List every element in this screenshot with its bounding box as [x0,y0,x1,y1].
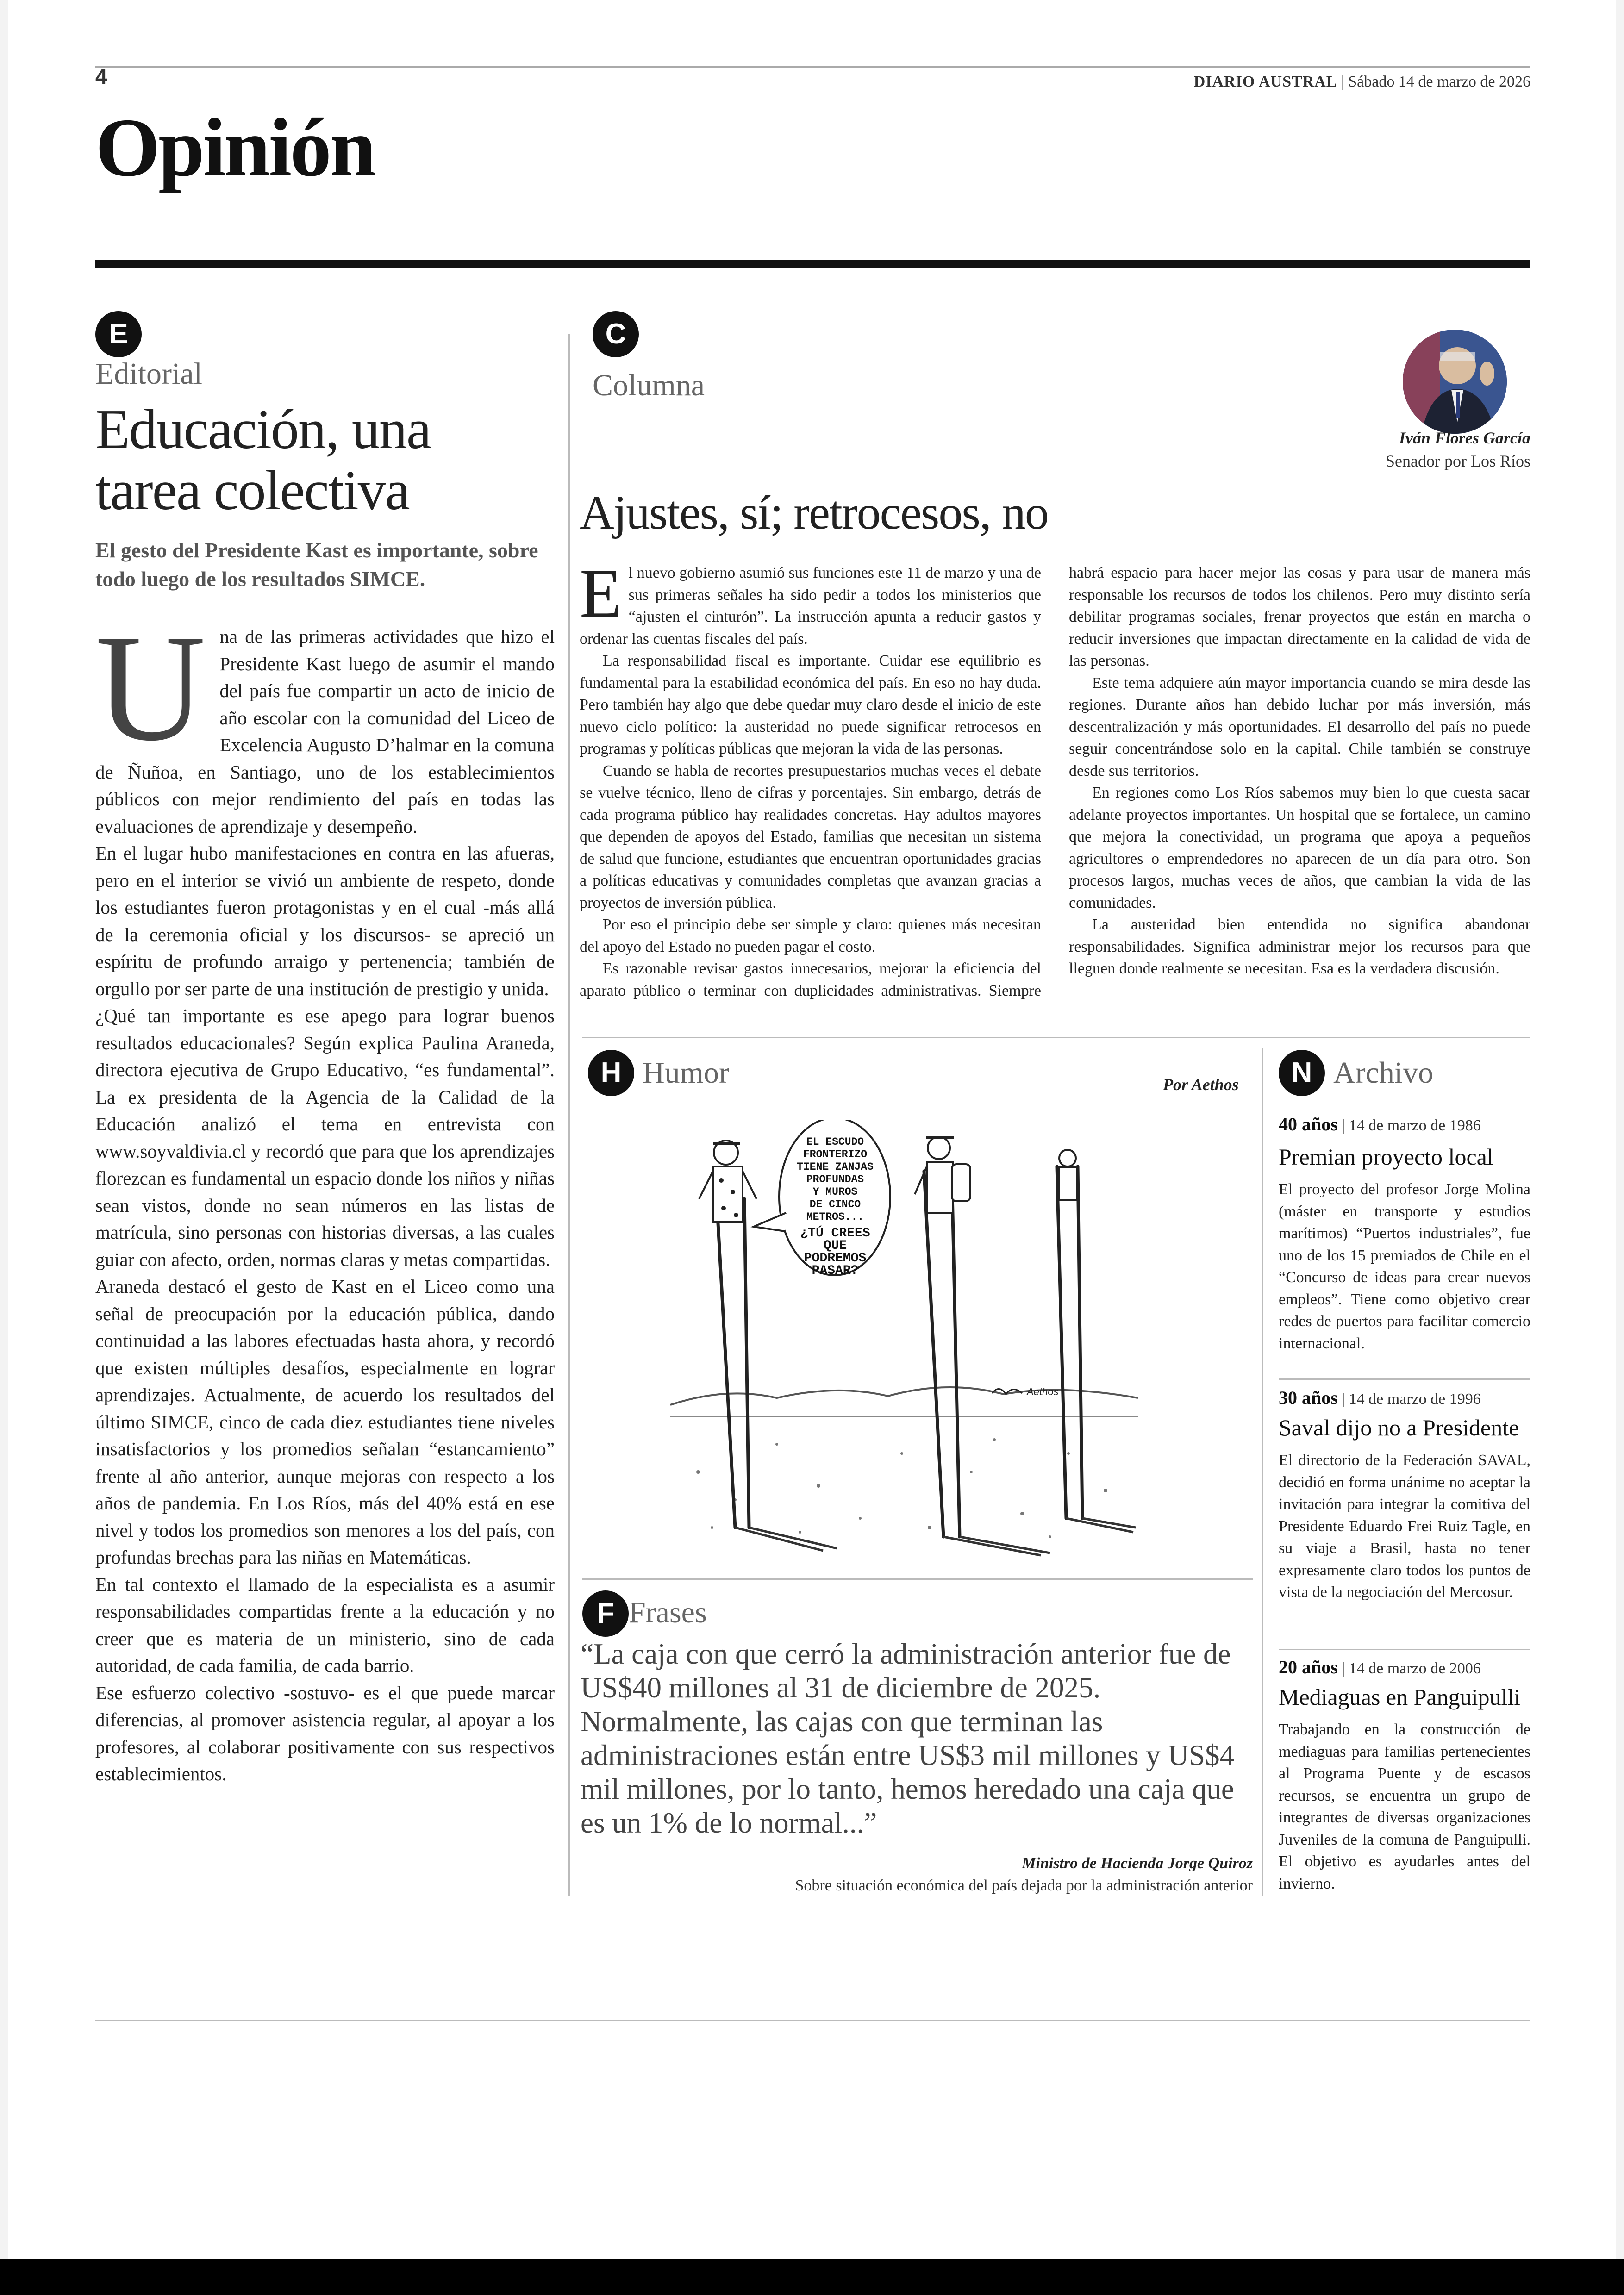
humor-badge: H [588,1050,634,1096]
humor-credit: Por Aethos [1163,1075,1239,1094]
bubble-line: TIENE ZANJAS [797,1161,874,1173]
bubble-line: METROS... [806,1211,864,1223]
issue-date: Sábado 14 de marzo de 2026 [1348,73,1530,90]
archivo-text: El directorio de la Federación SAVAL, decidió en forma unánime no aceptar la invitación para integrar la comitiva del Presidente Eduardo Frei Ruiz Tagle, en su viaje a Brasil, hasta no tener expresamente claro todos los puntos de vista de la negociación del Mercosur. [1279,1452,1530,1601]
header-separator: | [1337,73,1349,90]
viewer-bottom-bar [0,2259,1624,2295]
archivo-kicker: Archivo [1333,1056,1434,1090]
editorial-body [95,604,555,1788]
column-badge: C [593,311,639,357]
bubble-line: EL ESCUDO [806,1136,864,1148]
column-drop-cap: E [580,555,622,632]
archivo-years: 20 años [1279,1657,1338,1678]
cartoon-drawing [670,1120,1138,1565]
humor-kicker: Humor [643,1056,729,1090]
author-portrait-icon [1403,330,1507,434]
page-number: 4 [95,64,107,88]
column-title: Ajustes, sí; retrocesos, no [580,486,1048,539]
frases-attribution: Ministro de Hacienda Jorge Quiroz [1022,1855,1253,1872]
author-name: Iván Flores García [1399,429,1530,447]
editorial-badge: E [95,311,142,357]
editorial-drop-cap: U [95,604,206,773]
archivo-separator: | [1337,1117,1349,1134]
archivo-text: El proyecto del profesor Jorge Molina (máster en transporte y estudios marítimos) “Puertos industriales”, fue uno de los 15 premiados de Chile en el “Concurso de ideas para crear nuevos empleos”. Tiene como objetivo crear redes de puertos para facilitar comercio internacional. [1279,1181,1530,1352]
editorial-paragraph-4: Araneda destacó el gesto de Kast en el Liceo como una señal de preocupación por la educación pública, dando continuidad a las labores efectuadas hasta ahora, y recordó que existen múltiples desafíos, especialmente en lograr aprendizajes. Actualmente, de acuerdo los resultados del último SIMCE, cinco de cada diez estudiantes tiene niveles insatisfactorios y los promedios señalan “estancamiento” frente al año anterior, aunque mejoras con respecto a los años de pandemia. En Los Ríos, más del 40% está en ese nivel y todos los promedios son menores a los del país, con profundas brechas para las niñas en Matemáticas. [95,1276,555,1568]
bubble-line: DE CINCO [809,1198,861,1210]
column-paragraph-1: l nuevo gobierno asumió sus funciones este 11 de marzo y una de sus primeras señales ha sido pedir a todos los ministerios que “ajusten el cinturón”. La instrucción apunta a reducir gastos y ordenar las cuentas fiscales del país. [580,564,1041,648]
archivo-text: Trabajando en la construcción de mediaguas para familias pertenecientes al Programa Puente y de escasos recursos, se encuentra un grupo de integrantes de diversas organizaciones Juveniles de la comuna de Panguipulli. El objetivo es ayudarles antes del invierno. [1279,1721,1530,1892]
archivo-title: Mediaguas en Panguipulli [1279,1684,1521,1710]
archivo-separator: | [1337,1660,1349,1677]
editorial-paragraph-3: ¿Qué tan importante es ese apego para lograr buenos resultados educacionales? Según explica Paulina Araneda, directora ejecutiva de Grupo Educativo, “es fundamental”. La ex presidenta de la Agencia de la Calidad de la Educación analizó el tema en entrevista con www.soyvaldivia.cl y recordó que para que los aprendizajes florezcan es fundamental un espacio donde los niños y niñas sean vistos, donde no sean números en las listas de matrícula, sino personas con historias diversas, a las cuales guiar con afecto, orden, normas claras y metas compartidas. [95,1005,555,1270]
archivo-years: 40 años [1279,1114,1338,1135]
section-rule [95,260,1530,268]
cartoon [670,1120,1138,1565]
column-paragraph-7: En regiones como Los Ríos sabemos muy bien lo que cuesta sacar adelante proyectos importantes. Un hospital que se fortalece, un camino que mejora la conectividad, un programa que apoya a pequeños agricultores o emprendedores no aparecen de un día para otro. Son procesos largos, muchas veces de años, que cambian la vida de las comunidades. [1069,784,1530,911]
editorial-subtitle: El gesto del Presidente Kast es importante, sobre todo luego de los resultados SIMCE. [95,538,538,591]
column-paragraph-5: Es razonable revisar gastos innecesarios, mejorar la eficiencia del aparato público o terminar con duplicidades administrativas. Siempre habrá espacio para hacer mejor las cosas y para usar de manera más responsable los recursos de todos los chilenos. Pero muy distinto sería debilitar programas sociales, frenar proyectos que están en marcha o reducir inversiones que impactan directamente en la calidad de vida de las personas. [580,564,1530,999]
editorial-paragraph-5: En tal contexto el llamado de la especialista es a asumir responsabilidades compartidas frente a la educación y no creer que es materia de un ministerio, sino de cada autoridad, de cada familia, de cada barrio. [95,1573,555,1676]
column-paragraph-3: Cuando se habla de recortes presupuestarios muchas veces el debate se vuelve técnico, lleno de cifras y porcentajes. Sin embargo, detrás de cada programa público hay realidades concretas. Hay adultos mayores que dependen de apoyos del Estado, familias que necesitan un sistema de salud que funcione, estudiantes que encuentran oportunidades gracias a políticas educativas y comunidades completas que avanzan gracias a proyectos de inversión pública. [580,762,1041,911]
archivo-date: 14 de marzo de 1986 [1349,1117,1481,1134]
editorial-paragraph-6: Ese esfuerzo colectivo -sostuvo- es el que puede marcar diferencias, al promover asistencia regular, al apoyar a los profesores, al colaborar positivamente con sus respectivos establecimientos. [95,1682,555,1784]
archivo-date: 14 de marzo de 1996 [1349,1391,1481,1408]
bubble-line: PROFUNDAS [806,1173,864,1185]
bubble-line: FRONTERIZO [803,1148,868,1160]
column-divider-left [568,334,570,1896]
frases-context: Sobre situación económica del país dejada por la administración anterior [795,1877,1253,1894]
page-left-edge [0,0,8,2295]
author-avatar [1403,330,1507,434]
archivo-entry [1279,1113,1530,1354]
frases-quote: “La caja con que cerró la administración anterior fue de US$40 millones al 31 de diciembre de 2025. Normalmente, las cajas con que terminan las administraciones están entre US$3 mil millones y US$4 mil millones, por lo tanto, hemos heredado una caja que es un 1% de lo normal...” [581,1638,1235,1839]
archivo-title: Saval dijo no a Presidente [1279,1415,1519,1441]
archivo-divider [1279,1649,1530,1650]
archivo-entry [1279,1656,1530,1895]
archivo-separator: | [1337,1391,1349,1408]
frases-kicker: Frases [629,1596,707,1629]
author-role: Senador por Los Ríos [1386,452,1530,470]
bubble-line: PASAR? [812,1264,859,1278]
frases-top-rule [582,1578,1253,1580]
bubble-line: Y MUROS [812,1186,858,1198]
bottom-rule [95,2020,1530,2021]
column-paragraph-8: La austeridad bien entendida no significa abandonar responsabilidades. Significa administrar mejor los recursos para que lleguen donde realmente se necesitan. Esa es la verdadera discusión. [1069,916,1530,977]
archivo-entry [1279,1387,1530,1603]
column-kicker: Columna [593,368,705,402]
speech-bubble-text [781,1136,889,1277]
column-paragraph-6: Este tema adquiere aún mayor importancia cuando se mira desde las regiones. Durante años han debido luchar por más inversión, más descentralización y más oportunidades. El desarrollo del país no puede seguir concentrándose solo en la capital. Chile también se construye desde sus territorios. [1069,674,1530,780]
editorial-paragraph-1: na de las primeras actividades que hizo el Presidente Kast luego de asumir el mando del país fue compartir un acto de inicio de año escolar con la comunidad del Liceo de Excelencia Augusto D’halmar en la comuna de Ñuñoa, en Santiago, uno de los establecimientos públicos con mejor rendimiento del país en todas las evaluaciones de aprendizaje y desempeño. [95,626,555,837]
bubble-line: ¿TÚ CREES [800,1226,870,1241]
archivo-divider [1279,1378,1530,1380]
column-paragraph-2: La responsabilidad fiscal es importante. Cuidar ese equilibrio es fundamental para la estabilidad económica del país. En eso no hay duda. Pero también hay algo que debe quedar muy claro desde el inicio de este nuevo ciclo político: la austeridad no puede significar retrocesos en programas y políticas públicas que mejoran la vida de las personas. [580,652,1041,757]
column-body [580,555,1530,1025]
mountain-ridge [670,1387,1138,1405]
editorial-title: Educación, una tarea colectiva [95,398,431,522]
page-right-edge [1616,0,1624,2295]
publication-name: DIARIO AUSTRAL [1193,73,1337,90]
top-rule [95,66,1530,68]
column-divider-right [1262,1048,1263,1896]
archivo-years: 30 años [1279,1387,1338,1408]
column-paragraph-4: Por eso el principio debe ser simple y claro: quienes más necesitan del apoyo del Estado no pueden pagar el costo. [580,916,1041,955]
editorial-paragraph-2: En el lugar hubo manifestaciones en contra en las afueras, pero en el interior se vivió un ambiente de respeto, donde los estudiantes fueron protagonistas y en el cual -más allá de la ceremonia oficial y los discursos- se apreció un espíritu de profundo arraigo y pertenencia; también de orgullo por ser parte de una institución de prestigio y unida. [95,842,555,999]
editorial-kicker: Editorial [95,357,202,391]
masthead-info [1194,73,1530,91]
archivo-badge: N [1279,1050,1325,1096]
cartoon-signature: Aethos [1027,1386,1059,1397]
section-title: Opinión [95,101,375,193]
column-bottom-rule [582,1037,1530,1038]
bubble-line: PODREMOS [804,1251,867,1266]
frases-badge: F [582,1590,629,1637]
bubble-line: QUE [823,1239,847,1253]
archivo-title: Premian proyecto local [1279,1144,1493,1170]
archivo-date: 14 de marzo de 2006 [1349,1660,1481,1677]
